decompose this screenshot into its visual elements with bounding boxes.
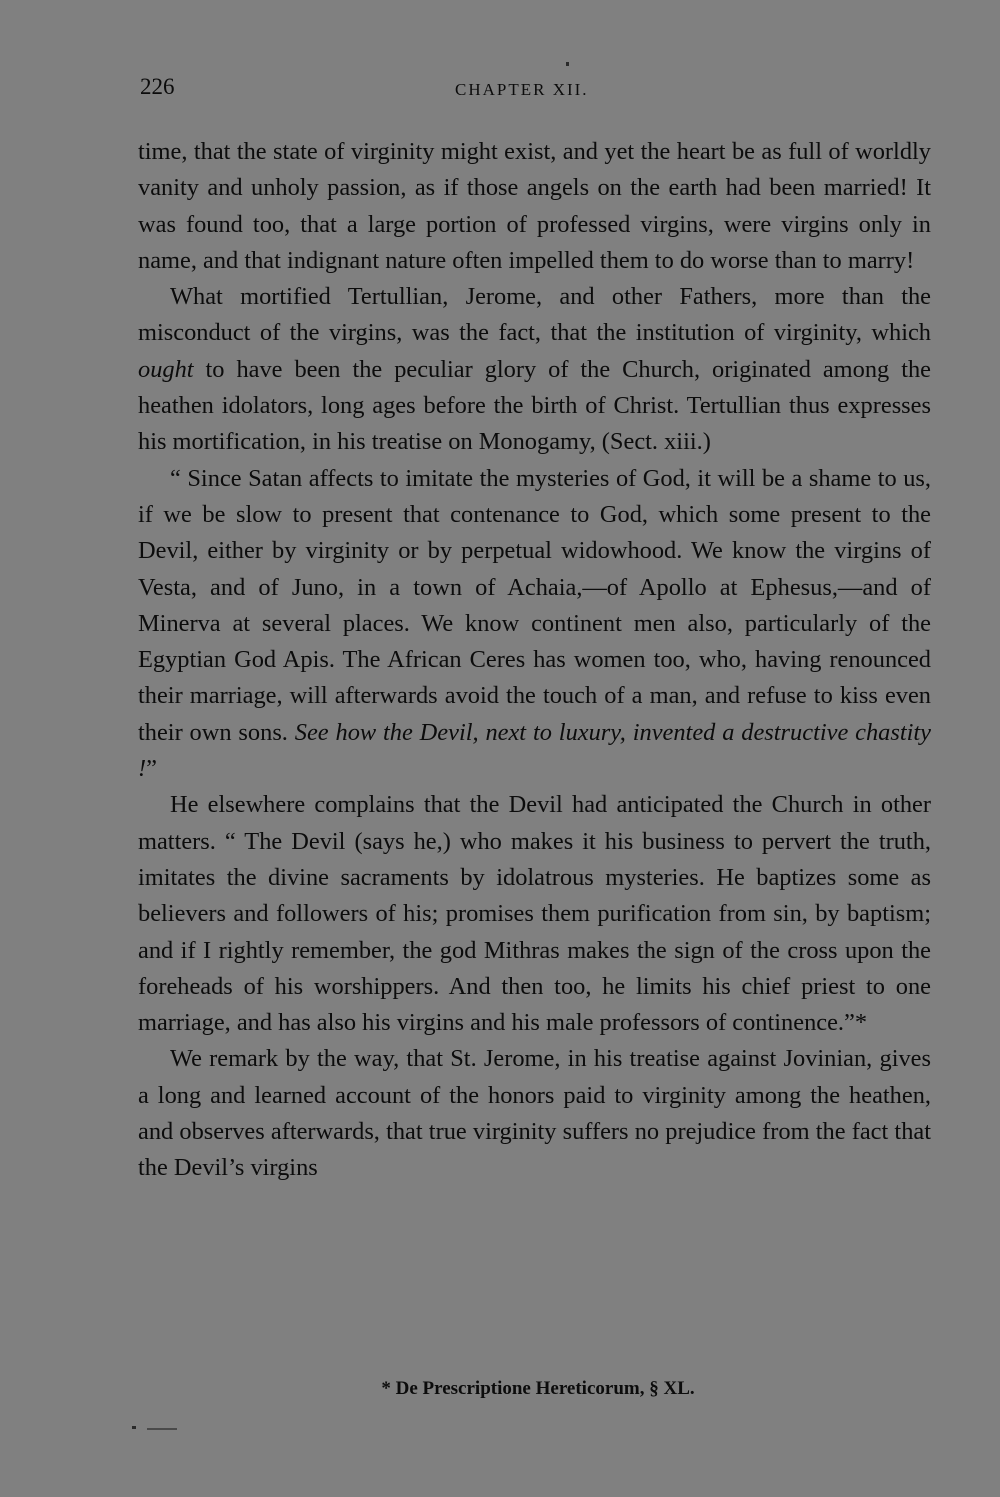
paragraph-3-emphasis: See how the Devil, next to luxury, invented a destructive chastity ! [138,718,931,783]
paragraph-3-quotation [138,461,931,788]
footnote: * De Prescriptione Hereticorum, § XL. [381,1378,695,1399]
paragraph-2 [138,279,931,460]
paragraph-2-text-b: to have been the peculiar glory of the Church, originated among the heathen idolators, long ages before the birth of Christ. Tertullian thus expresses his mortification, in his treatise on Monogamy, (Sect. xiii.) [138,355,931,456]
paragraph-5: We remark by the way, that St. Jerome, in his treatise against Jovinian, gives a long and learned account of the honors paid to virginity among the heathen, and observes afterwards, that true virginity suffers no prejudice from the fact that the Devil’s virgins [138,1045,931,1182]
paragraph-3-text-b: ” [146,755,157,783]
scan-speck [132,1426,136,1429]
paragraph-3-text-a: “ Since Satan affects to imitate the mysteries of God, it will be a shame to us, if we be slow to present that contenance to God, which some present to the Devil, either by virginity or by perpetual widowhood. We know the virgins of Vesta, and of Juno, in a town of Achaia,—of Apollo at Ephesus,—and of Minerva at several places. We know continent men also, particularly of the Egyptian God Apis. The African Ceres has women too, who, having renounced their marriage, will afterwards avoid the touch of a man, and refuse to kiss even their own sons. [138,464,931,746]
page-number: 226 [140,74,175,99]
paragraph-2-text-a: What mortified Tertullian, Jerome, and other Fathers, more than the misconduct of the virgins, was the fact, that the institution of virginity, which [138,283,931,347]
paragraph-4: He elsewhere complains that the Devil had anticipated the Church in other matters. “ The Devil (says he,) who makes it his business to pervert the truth, imitates the divine sacraments by idolatrous mysteries. He baptizes some as believers and followers of his; promises them purification from sin, by baptism; and if I rightly remember, the god Mithras makes the sign of the cross upon the foreheads of his worshippers. And then too, he limits his chief priest to one marriage, and has also his virgins and his male professors of continence.”* [138,791,931,1037]
scan-speck [566,62,569,66]
body-text [138,134,931,1187]
running-head [140,70,940,110]
paragraph-1: time, that the state of virginity might exist, and yet the heart be as full of worldly vanity and unholy passion, as if those angels on the earth had been married! It was found too, that a large portion of professed virgins, were virgins only in name, and that indignant nature often impelled them to do worse than to marry! [138,138,931,274]
scan-speck [147,1428,177,1430]
paragraph-2-emphasis: ought [138,355,194,383]
chapter-heading: CHAPTER XII. [455,80,589,99]
